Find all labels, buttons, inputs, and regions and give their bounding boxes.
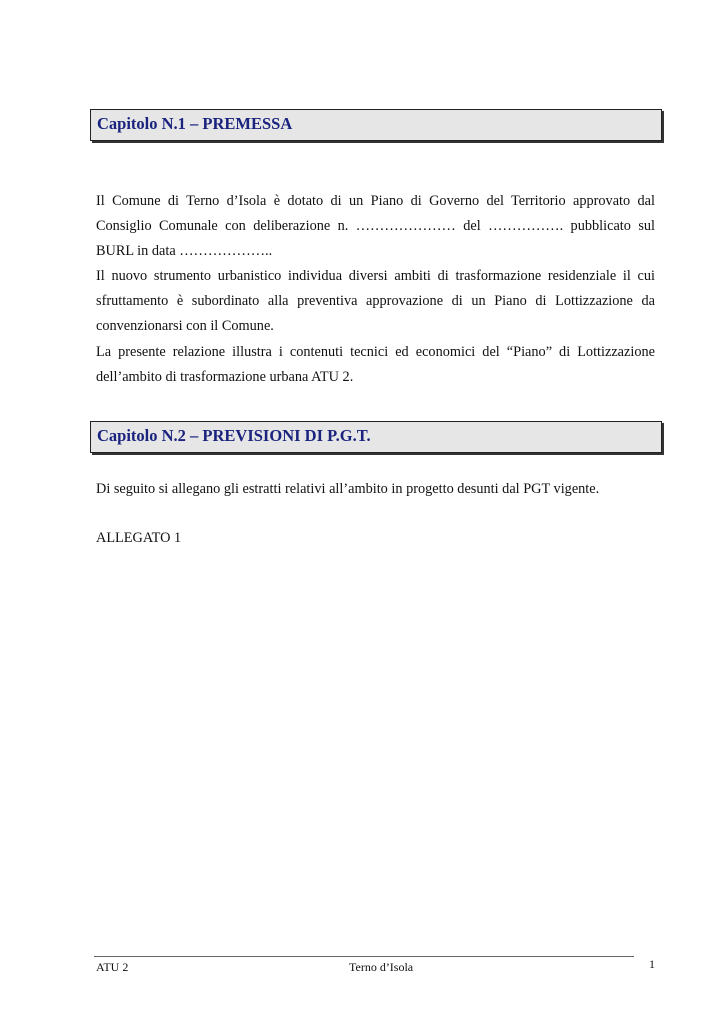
attachment-label: ALLEGATO 1	[96, 530, 182, 546]
chapter-1-title: Capitolo N.1 – PREMESSA	[97, 114, 293, 133]
footer-municipality: Terno d’Isola	[349, 960, 414, 974]
chapter-1-paragraph-1: Il Comune di Terno d’Isola è dotato di un Piano di Governo del Territorio approvato dal Consiglio Comunale con deliberazione n. ………………… del ……………. pubblicato sul BURL in data ………………..	[96, 193, 655, 260]
chapter-2-title: Capitolo N.2 – PREVISIONI DI P.G.T.	[97, 426, 371, 445]
page-number: 1	[649, 957, 655, 971]
chapter-1-heading-box	[90, 109, 662, 141]
chapter-2-heading-box	[90, 421, 662, 453]
chapter-1-paragraph-3: La presente relazione illustra i contenuti tecnici ed economici del “Piano” di Lottizzazione dell’ambito di trasformazione urbana ATU 2.	[96, 344, 655, 386]
footer-document-id: ATU 2	[96, 960, 129, 974]
chapter-1-paragraph-2: Il nuovo strumento urbanistico individua diversi ambiti di trasformazione residenziale il cui sfruttamento è subordinato alla preventiva approvazione di un Piano di Lottizzazione da convenzionarsi con il Comune.	[96, 268, 655, 335]
footer-rule	[94, 956, 634, 957]
chapter-2-intro: Di seguito si allegano gli estratti relativi all’ambito in progetto desunti dal PGT vigente.	[96, 481, 600, 497]
